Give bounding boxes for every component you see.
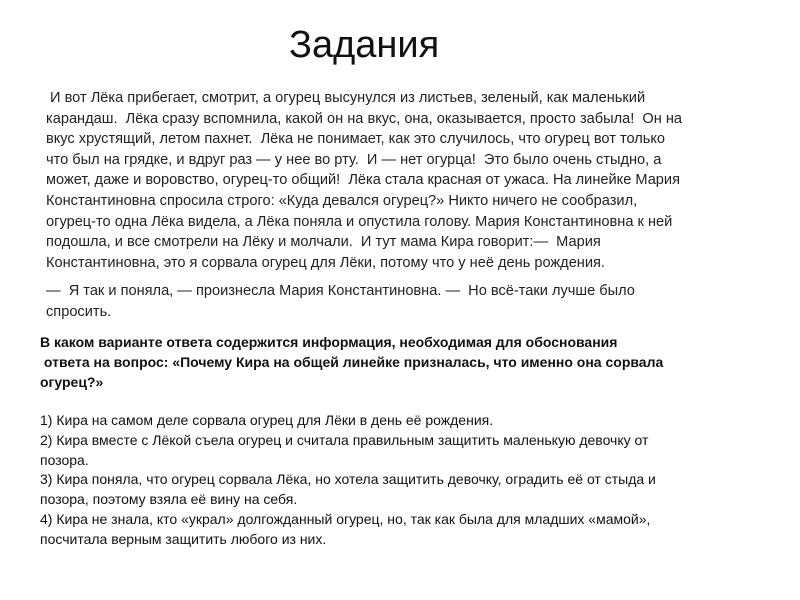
story-line: может, даже и воровство, огурец-то общий! Лёка стала красная от ужаса. На линейке Мария xyxy=(46,172,680,189)
story-line: Константиновна, это я сорвала огурец для Лёки, потому что у неё день рождения. xyxy=(46,254,605,271)
option-line: 3) Кира поняла, что огурец сорвала Лёка, но хотела защитить девочку, оградить её от стыда и xyxy=(40,471,656,488)
dialog-line: спросить. xyxy=(46,303,112,320)
story-line: вкус хрустящий, летом пахнет. Лёка не понимает, как это случилось, что огурец вот только xyxy=(46,131,666,148)
slide-title: Задания xyxy=(289,24,440,66)
option-line: позора. xyxy=(40,451,89,468)
story-line: И вот Лёка прибегает, смотрит, а огурец высунулся из листьев, зеленый, как маленький xyxy=(46,90,646,106)
question-text xyxy=(40,332,780,392)
story-paragraph xyxy=(46,88,746,273)
dialog-line: — Я так и поняла, — произнесла Мария Константиновна. — Но всё-таки лучше было xyxy=(46,283,635,299)
option-line: 4) Кира не знала, кто «украл» долгожданный огурец, но, так как была для младших «мамой», xyxy=(40,510,651,527)
story-line: карандаш. Лёка сразу вспомнила, какой он на вкус, она, оказывается, просто забыла! Он на xyxy=(46,110,683,127)
story-line: Константиновна спросила строго: «Куда девался огурец?» Никто ничего не сообразил, xyxy=(46,192,638,209)
story-line: что был на грядке, и вдруг раз — у нее во рту. И — нет огурца! Это было очень стыдно, а xyxy=(46,151,662,168)
question-line: В каком варианте ответа содержится информация, необходимая для обоснования xyxy=(40,334,618,350)
question-line: ответа на вопрос: «Почему Кира на общей линейке призналась, что именно она сорвала xyxy=(40,354,664,370)
option-line: посчитала верным защитить любого из них. xyxy=(40,530,327,547)
dialog-paragraph xyxy=(46,281,746,322)
option-line: позора, поэтому взяла её вину на себя. xyxy=(40,491,298,508)
question-line: огурец?» xyxy=(40,374,104,390)
answer-options xyxy=(40,411,790,550)
option-line: 2) Кира вместе с Лёкой съела огурец и считала правильным защитить маленькую девочку от xyxy=(40,431,649,448)
story-line: подошла, и все смотрели на Лёку и молчали. И тут мама Кира говорит:— Мария xyxy=(46,234,601,251)
option-line: 1) Кира на самом деле сорвала огурец для Лёки в день её рождения. xyxy=(40,412,494,428)
story-line: огурец-то одна Лёка видела, а Лёка поняла и опустила голову. Мария Константиновна к ней xyxy=(46,213,673,230)
